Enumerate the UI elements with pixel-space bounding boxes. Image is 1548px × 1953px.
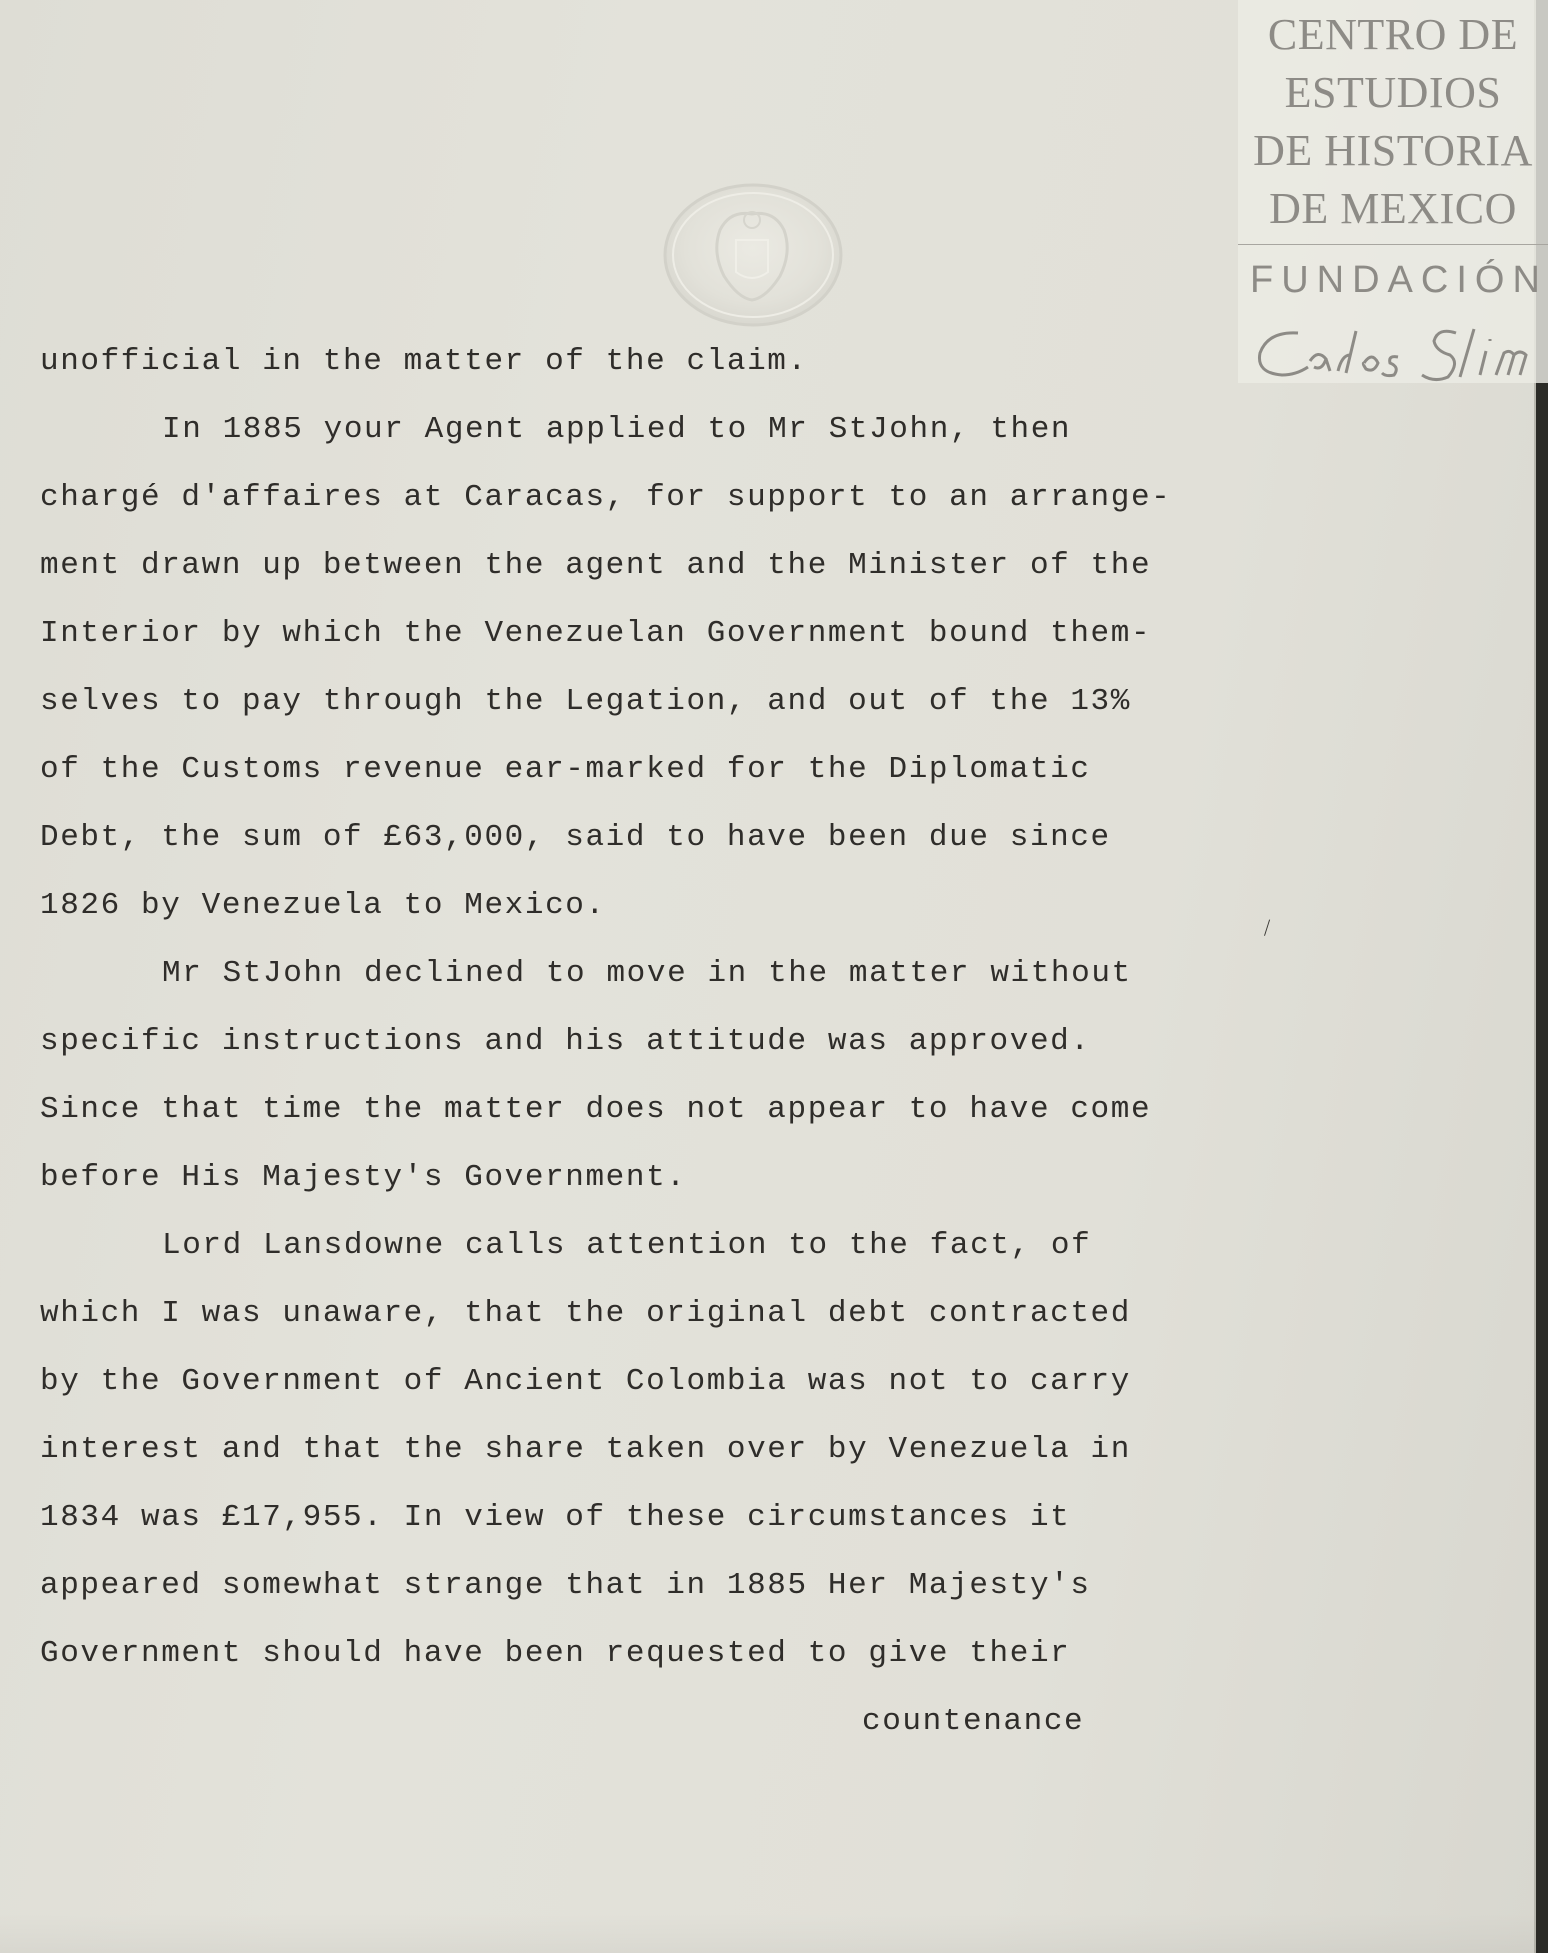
watermark-line: CENTRO DE xyxy=(1267,10,1519,59)
watermark-line: DE HISTORIA xyxy=(1253,126,1533,175)
text-line: Debt, the sum of £63,000, said to have been due since xyxy=(40,820,1111,855)
ink-speck: ⧸ xyxy=(1264,918,1271,938)
text-line: which I was unaware, that the original debt contracted xyxy=(40,1296,1131,1331)
text-line: 1834 was £17,955. In view of these circumstances it xyxy=(40,1500,1071,1535)
text-line: appeared somewhat strange that in 1885 Her Majesty's xyxy=(40,1568,1091,1603)
page-edge-shadow xyxy=(0,1913,1536,1953)
watermark-divider xyxy=(1238,244,1548,245)
text-line: Mr StJohn declined to move in the matter without xyxy=(162,956,1132,991)
text-line: unofficial in the matter of the claim. xyxy=(40,344,808,379)
watermark-line: DE MEXICO xyxy=(1269,184,1517,233)
text-line: before His Majesty's Government. xyxy=(40,1160,687,1195)
text-line: selves to pay through the Legation, and out of the 13% xyxy=(40,684,1131,719)
text-line: by the Government of Ancient Colombia was not to carry xyxy=(40,1364,1131,1399)
watermark-line: ESTUDIOS xyxy=(1284,68,1502,117)
text-line: ment drawn up between the agent and the Minister of the xyxy=(40,548,1152,583)
watermark-foundation: FUNDACIÓN xyxy=(1250,259,1548,301)
text-line: of the Customs revenue ear-marked for the Diplomatic xyxy=(40,752,1091,787)
text-line: interest and that the share taken over by Venezuela in xyxy=(40,1432,1131,1467)
text-line: 1826 by Venezuela to Mexico. xyxy=(40,888,606,923)
signature-logo-icon xyxy=(1238,311,1548,383)
text-line: specific instructions and his attitude was approved. xyxy=(40,1024,1091,1059)
text-line: Interior by which the Venezuelan Government bound them- xyxy=(40,616,1152,651)
text-line: Lord Lansdowne calls attention to the fact, of xyxy=(162,1228,1092,1263)
text-line: Since that time the matter does not appear to have come xyxy=(40,1092,1152,1127)
text-line: Government should have been requested to give their xyxy=(40,1636,1071,1671)
embossed-seal-icon xyxy=(660,180,846,330)
archive-watermark xyxy=(1238,0,1548,383)
catchword: countenance xyxy=(862,1704,1085,1739)
letter-body xyxy=(40,328,1200,1756)
text-line: In 1885 your Agent applied to Mr StJohn, then xyxy=(162,412,1072,447)
text-line: chargé d'affaires at Caracas, for support to an arrange- xyxy=(40,480,1172,515)
